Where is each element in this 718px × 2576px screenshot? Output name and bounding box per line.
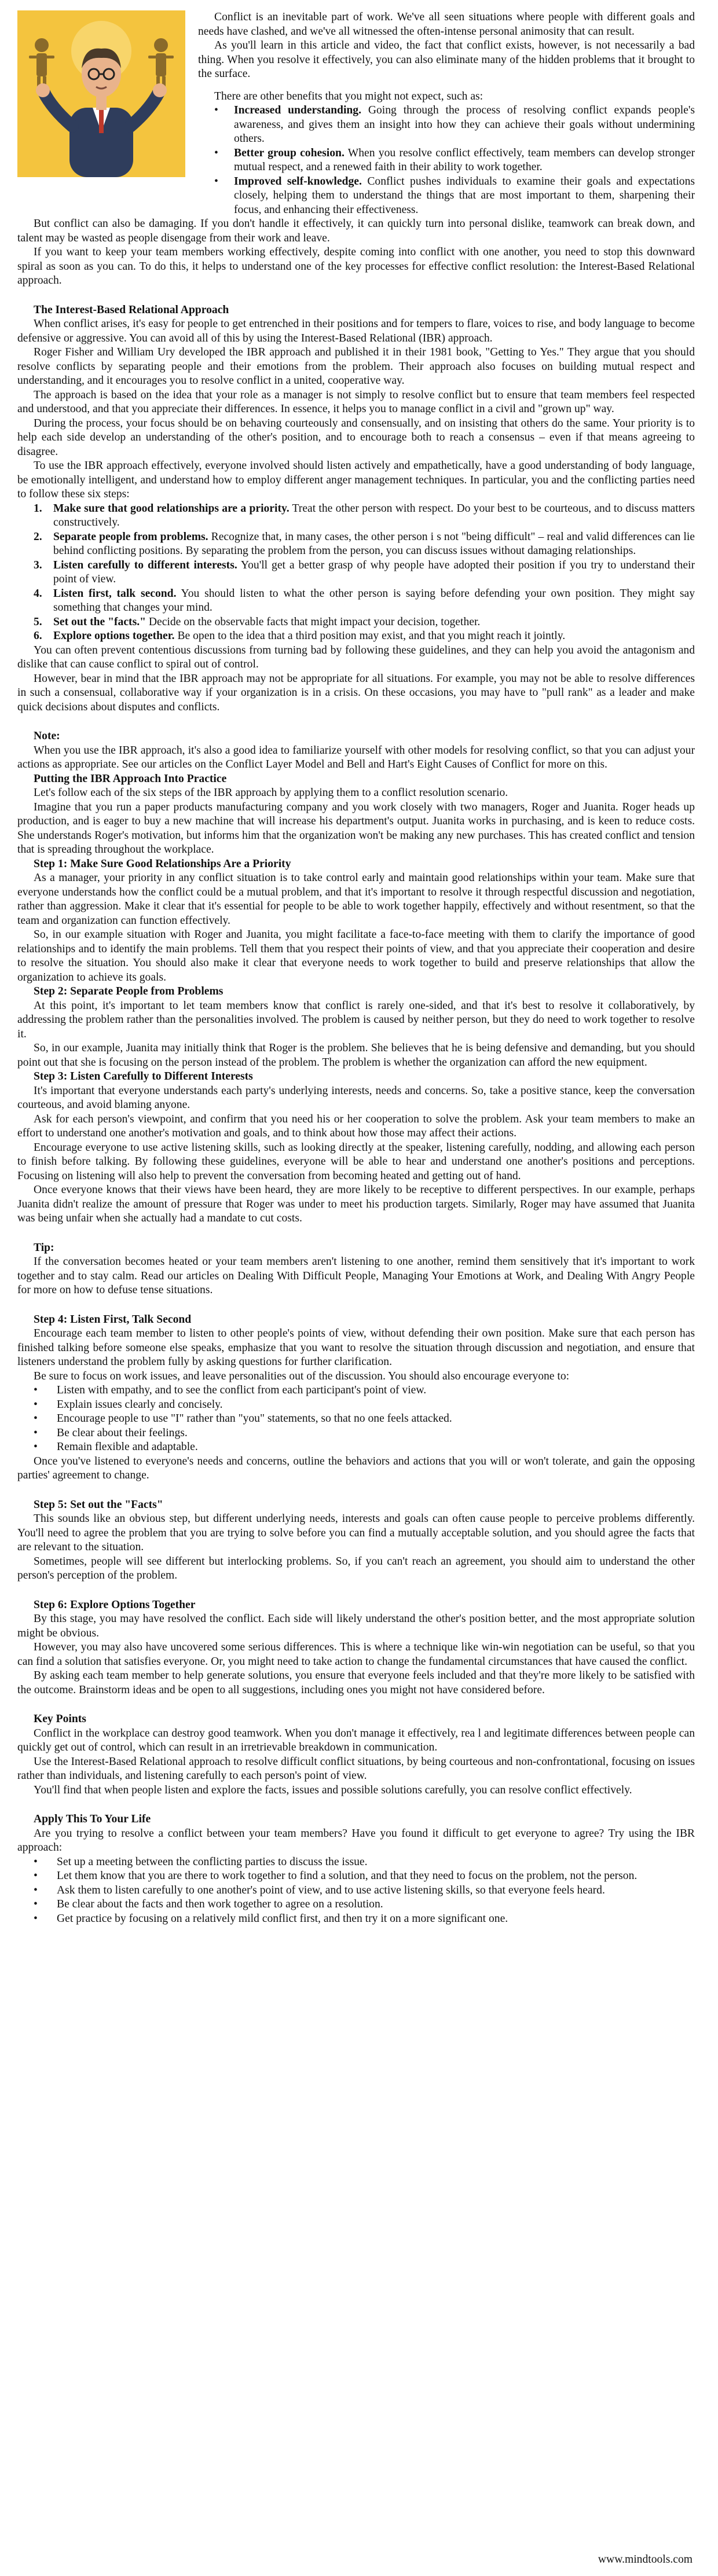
bullet-marker: • xyxy=(34,1884,38,1896)
intro-paragraph: But conflict can also be damaging. If you don't handle it effectively, it can quickly turn into personal dislike, teamwork can break down, and talent may be wasted as people disengage from their work and leave. xyxy=(17,218,695,244)
bullet-marker: • xyxy=(214,175,218,188)
step-title: Make sure that good relationships are a priority. xyxy=(53,502,290,515)
list-item xyxy=(17,1384,695,1398)
body-paragraph: Use the Interest-Based Relational approach to resolve difficult conflict situations, by being courteous and non-confrontational, focusing on issues rather than individuals, and listening carefully to each person's point of view. xyxy=(17,1755,695,1782)
body-paragraph: Let's follow each of the six steps of the IBR approach by applying them to a conflict resolution scenario. xyxy=(34,787,508,799)
step-heading: Step 1: Make Sure Good Relationships Are a Priority xyxy=(34,857,291,870)
step-heading: Step 2: Separate People from Problems xyxy=(34,985,224,997)
bullet-marker: • xyxy=(34,1855,38,1868)
step-text: Treat the other person with respect. Do your best to be courteous, and to discuss matters constructively. xyxy=(53,502,695,529)
step-number: 6. xyxy=(34,630,42,642)
list-item-text: Be clear about the facts and then work together to agree on a resolution. xyxy=(57,1898,383,1910)
benefit-text: When you resolve conflict effectively, team members can develop stronger mutual respect, and a renewed faith in their ability to work together. xyxy=(234,146,695,173)
body-paragraph: Encourage each team member to listen to other people's points of view, without defending their own position. Make sure that each person has finished talking before someone else speaks, emphasize that you want to resolve the situation through discussion and negotiation, and ensure that listeners understand the problem fully by asking questions for further clarification. xyxy=(17,1327,695,1368)
list-item xyxy=(17,1426,695,1441)
list-item-text: Explain issues clearly and concisely. xyxy=(57,1398,223,1411)
list-item-text: Remain flexible and adaptable. xyxy=(57,1441,198,1453)
body-paragraph: Are you trying to resolve a conflict between your team members? Have you found it difficult to get everyone to agree? Try using the IBR approach: xyxy=(17,1827,695,1854)
bullet-marker: • xyxy=(34,1398,38,1411)
note-heading: Note: xyxy=(34,730,60,742)
body-paragraph: By asking each team member to help generate solutions, you ensure that everyone feels included and that they're more likely to be satisfied with the outcome. Brainstorm ideas and be open to all suggestions, including ones you might not have considered before. xyxy=(17,1669,695,1696)
bullet-marker: • xyxy=(34,1412,38,1425)
list-item xyxy=(17,1398,695,1412)
list-item-text: Be clear about their feelings. xyxy=(57,1426,188,1439)
body-paragraph: Once you've listened to everyone's needs and concerns, outline the behaviors and actions that you will or won't tolerate, and gain the opposing parties' agreement to change. xyxy=(17,1455,695,1481)
list-item-text: Encourage people to use "I" rather than "you" statements, so that no one feels attacked. xyxy=(57,1412,452,1425)
intro-paragraph: If you want to keep your team members working effectively, despite coming into conflict with one another, you need to stop this downward spiral as soon as you can. To do this, it helps to understand one of the key processes for effective conflict resolution: the Interest-Based Relational approach. xyxy=(17,246,695,287)
section-heading: The Interest-Based Relational Approach xyxy=(34,303,229,316)
benefit-item xyxy=(198,104,695,146)
step-text: Decide on the observable facts that might impact your decision, together. xyxy=(145,615,481,628)
body-paragraph: During the process, your focus should be on behaving courteously and consensually, and on insisting that others do the same. Your priority is to help each side develop an understanding of the other's position, and to encourage both to reach a consensus – even if that means agreeing to disagree. xyxy=(17,417,695,458)
benefit-item xyxy=(198,175,695,218)
body-paragraph: When conflict arises, it's easy for people to get entrenched in their positions and for tempers to flare, voices to rise, and body language to become defensive or aggressive. You can avoid all of this by using the Interest-Based Relational (IBR) approach. xyxy=(17,318,695,344)
step-number: 4. xyxy=(34,587,42,600)
body-paragraph: It's important that everyone understands each party's underlying interests, needs and concerns. So, take a positive stance, keep the conversation courteous, and avoid blaming anyone. xyxy=(17,1084,695,1111)
bullet-marker: • xyxy=(34,1870,38,1882)
list-item xyxy=(17,1884,695,1898)
step-text: You'll get a better grasp of why people have adopted their position if you try to understand their point of view. xyxy=(53,559,695,585)
section-heading: Apply This To Your Life xyxy=(34,1813,151,1825)
body-paragraph: This sounds like an obvious step, but different underlying needs, interests and goals can often cause people to perceive problems differently. You'll need to agree the problem that you are trying to solve before you can find a mutually acceptable solution, and you should agree the facts that are relevant to the situation. xyxy=(17,1513,695,1553)
benefit-text: Going through the process of resolving conflict expands people's awareness, and gives them an insight into how they can achieve their goals without undermining others. xyxy=(234,104,695,145)
step-item xyxy=(17,587,695,615)
bullet-marker: • xyxy=(34,1898,38,1910)
intro-paragraph: There are other benefits that you might not expect, such as: xyxy=(214,90,483,102)
list-item xyxy=(17,1869,695,1884)
list-item-text: Listen with empathy, and to see the conflict from each participant's point of view. xyxy=(57,1384,427,1396)
step-heading: Step 5: Set out the "Facts" xyxy=(34,1498,163,1511)
list-item-text: Ask them to listen carefully to one another's point of view, and to use active listening skills, so that everyone feels heard. xyxy=(57,1884,605,1896)
conflict-illustration xyxy=(17,10,185,177)
body-paragraph: The approach is based on the idea that your role as a manager is not simply to resolve conflict but to ensure that team members feel respected and understood, and that you appreciate their differences. In essence, it helps you to manage conflict in a civil and "grown up" way. xyxy=(17,388,695,415)
bullet-marker: • xyxy=(34,1384,38,1396)
list-item-text: Get practice by focusing on a relatively mild conflict first, and then try it on a more significant one. xyxy=(57,1912,508,1925)
body-paragraph: Ask for each person's viewpoint, and confirm that you need his or her cooperation to solve the problem. Ask your team members to make an effort to understand one another's motivation and goals, and to think about how those may affect their actions. xyxy=(17,1113,695,1139)
step-number: 2. xyxy=(34,530,42,543)
body-paragraph: Sometimes, people will see different but interlocking problems. So, if you can't reach an agreement, you should aim to understand the other person's perception of the problem. xyxy=(17,1555,695,1581)
body-paragraph: So, in our example situation with Roger and Juanita, you might facilitate a face-to-face meeting with them to clarify the importance of good relationships and to identify the main problems. Tell them that you respect their points of view, and that you appreciate their cooperation and desire to resolve the situation. You should also make it clear that everyone needs to work together to build and preserve relationships that allow the organization to achieve its goals. xyxy=(17,929,695,984)
step-text: Be open to the idea that a third position may exist, and that you might reach it jointly. xyxy=(174,630,566,642)
body-paragraph: Once everyone knows that their views have been heard, they are more likely to be receptive to different perspectives. In our example, perhaps Juanita didn't realize the amount of pressure that Roger was under to meet his production targets. Similarly, Roger may have assumed that Juanita was being unfair when she actually had a mandate to cut costs. xyxy=(17,1184,695,1224)
benefit-title: Increased understanding. xyxy=(234,104,361,116)
step-title: Separate people from problems. xyxy=(53,530,208,543)
body-paragraph: However, you may also have uncovered some serious differences. This is where a technique like win-win negotiation can be useful, so that you can find a solution that satisfies everyone. Or, you might need to take action to change the fundamental circumstances that have caused the conflict. xyxy=(17,1641,695,1668)
bullet-marker: • xyxy=(214,146,218,159)
section-heading: Key Points xyxy=(34,1713,86,1725)
benefit-title: Improved self-knowledge. xyxy=(234,175,362,188)
body-paragraph: Conflict in the workplace can destroy good teamwork. When you don't manage it effectively, rea l and legitimate differences between people can quickly get out of control, which can result in an irretrievable breakdown in communication. xyxy=(17,1727,695,1753)
body-paragraph: Roger Fisher and William Ury developed the IBR approach and published it in their 1981 book, "Getting to Yes." They argue that you should resolve conflicts by separating people and their emotions from the problem. Their approach also focuses on building mutual respect and understanding, and it encourages you to resolve conflict in a united, cooperative way. xyxy=(17,346,695,387)
list-item xyxy=(17,1855,695,1870)
list-item xyxy=(17,1440,695,1455)
step-heading: Step 3: Listen Carefully to Different Interests xyxy=(34,1070,253,1082)
body-paragraph: To use the IBR approach effectively, everyone involved should listen actively and empathetically, have a good understanding of body language, be emotionally intelligent, and understand how to employ different anger management techniques. In particular, you and the conflicting parties need to follow these six steps: xyxy=(17,460,695,500)
step-item xyxy=(17,530,695,559)
list-item xyxy=(17,1898,695,1912)
bullet-marker: • xyxy=(34,1426,38,1439)
step-title: Listen first, talk second. xyxy=(53,587,177,600)
intro-paragraph: Conflict is an inevitable part of work. We've all seen situations where people with different goals and needs have clashed, and we've all witnessed the often-intense personal animosity that can result. xyxy=(198,11,695,38)
body-paragraph: As a manager, your priority in any conflict situation is to take control early and maintain good relationships within your team. Make sure that everyone understands how the conflict could be a mutual problem, and that it's important to resolve it through respectful discussion and negotiation, rather than aggression. Make it clear that it's essential for people to be able to work together happily, effectively and without resentment, so that the team and organization can function effectively. xyxy=(17,872,695,927)
step-number: 3. xyxy=(34,559,42,571)
step-item xyxy=(17,629,695,644)
step-text: Recognize that, in many cases, the other person i s not "being difficult" – real and valid differences can lie behind conflicting positions. By separating the problem from the person, you can discuss issues without damaging relationships. xyxy=(53,530,695,557)
body-paragraph: You'll find that when people listen and explore the facts, issues and possible solutions carefully, you can resolve conflict effectively. xyxy=(34,1784,632,1796)
body-paragraph: Imagine that you run a paper products manufacturing company and you work closely with two managers, Roger and Juanita. Roger heads up production, and is eager to buy a new machine that will increase his department's output. Juanita works in purchasing, and is keen to reduce costs. She understands Roger's motivation, but informs him that the organization won't be making any new purchases. This has created conflict and tension that is spreading throughout the workplace. xyxy=(17,801,695,856)
list-item xyxy=(17,1412,695,1426)
step-item xyxy=(17,559,695,587)
benefit-text: Conflict pushes individuals to examine their goals and expectations closely, helping them to understand the things that are most important to them, sharpening their focus, and enhancing their effectiveness. xyxy=(234,175,695,216)
list-item-text: Let them know that you are there to work together to find a solution, and that they need to focus on the problem, not the person. xyxy=(57,1870,638,1882)
bullet-marker: • xyxy=(34,1441,38,1453)
section-heading: Putting the IBR Approach Into Practice xyxy=(34,772,227,785)
bullet-marker: • xyxy=(214,104,218,116)
list-item xyxy=(17,1912,695,1927)
step-number: 1. xyxy=(34,502,42,515)
body-paragraph: However, bear in mind that the IBR approach may not be appropriate for all situations. For example, you may not be able to resolve differences in such a consensual, collaborative way if your organization is in a crisis. On these occasions, you may have to "pull rank" as a leader and make quick decisions about disputes and conflicts. xyxy=(17,672,695,713)
step-heading: Step 6: Explore Options Together xyxy=(34,1598,196,1611)
step-item xyxy=(17,615,695,630)
step-text: You should listen to what the other person is saying before defending your own position. They might say something that changes your mind. xyxy=(53,587,695,614)
body-paragraph: Be sure to focus on work issues, and leave personalities out of the discussion. You should also encourage everyone to: xyxy=(34,1370,570,1382)
step-title: Set out the "facts." xyxy=(53,615,146,628)
step-title: Explore options together. xyxy=(53,630,175,642)
bullet-marker: • xyxy=(34,1912,38,1925)
step-item xyxy=(17,502,695,530)
tip-text: If the conversation becomes heated or your team members aren't listening to one another, remind them sensitively that it's important to work together and to stay calm. Read our articles on Dealing With Difficult People, Managing Your Emotions at Work, and Dealing With Angry People for more on how to defuse tense situations. xyxy=(17,1256,695,1296)
body-paragraph: At this point, it's important to let team members know that conflict is rarely one-sided, and that it's best to resolve it collaboratively, by addressing the problem rather than the personalities involved. The problem is caused by neither person, but they do need to work together to resolve it. xyxy=(17,999,695,1040)
body-paragraph: Encourage everyone to use active listening skills, such as looking directly at the speaker, listening carefully, nodding, and allowing each person to finish before talking. By following these guidelines, everyone will be able to hear and understand one another's positions and perceptions. Focusing on listening will also help to prevent the conversation from becoming heated and getting out of hand. xyxy=(17,1141,695,1182)
benefit-title: Better group cohesion. xyxy=(234,146,345,159)
step-number: 5. xyxy=(34,615,42,628)
footer-url: www.mindtools.com xyxy=(598,2553,693,2566)
body-paragraph: By this stage, you may have resolved the conflict. Each side will likely understand the other's position better, and the most appropriate solution might be obvious. xyxy=(17,1613,695,1639)
list-item-text: Set up a meeting between the conflicting parties to discuss the issue. xyxy=(57,1855,368,1868)
note-text: When you use the IBR approach, it's also a good idea to familiarize yourself with other models for resolving conflict, so that you can adjust your actions as appropriate. See our articles on the Conflict Layer Model and Bell and Hart's Eight Causes of Conflict for more on this. xyxy=(17,744,695,770)
tip-heading: Tip: xyxy=(34,1241,54,1254)
body-paragraph: So, in our example, Juanita may initially think that Roger is the problem. She believes that he is being defensive and demanding, but you should point out that she is focusing on the person instead of the problem. The problem is whether the organization can afford the new equipment. xyxy=(17,1042,695,1069)
benefit-item xyxy=(198,146,695,175)
step-title: Listen carefully to different interests. xyxy=(53,559,237,571)
step-heading: Step 4: Listen First, Talk Second xyxy=(34,1313,192,1326)
body-paragraph: You can often prevent contentious discussions from turning bad by following these guidelines, and they can help you avoid the antagonism and dislike that can cause conflict to spiral out of control. xyxy=(17,644,695,670)
intro-paragraph: As you'll learn in this article and video, the fact that conflict exists, however, is not necessarily a bad thing. When you resolve it effectively, you can also eliminate many of the hidden problems that it brought to the surface. xyxy=(198,39,695,80)
